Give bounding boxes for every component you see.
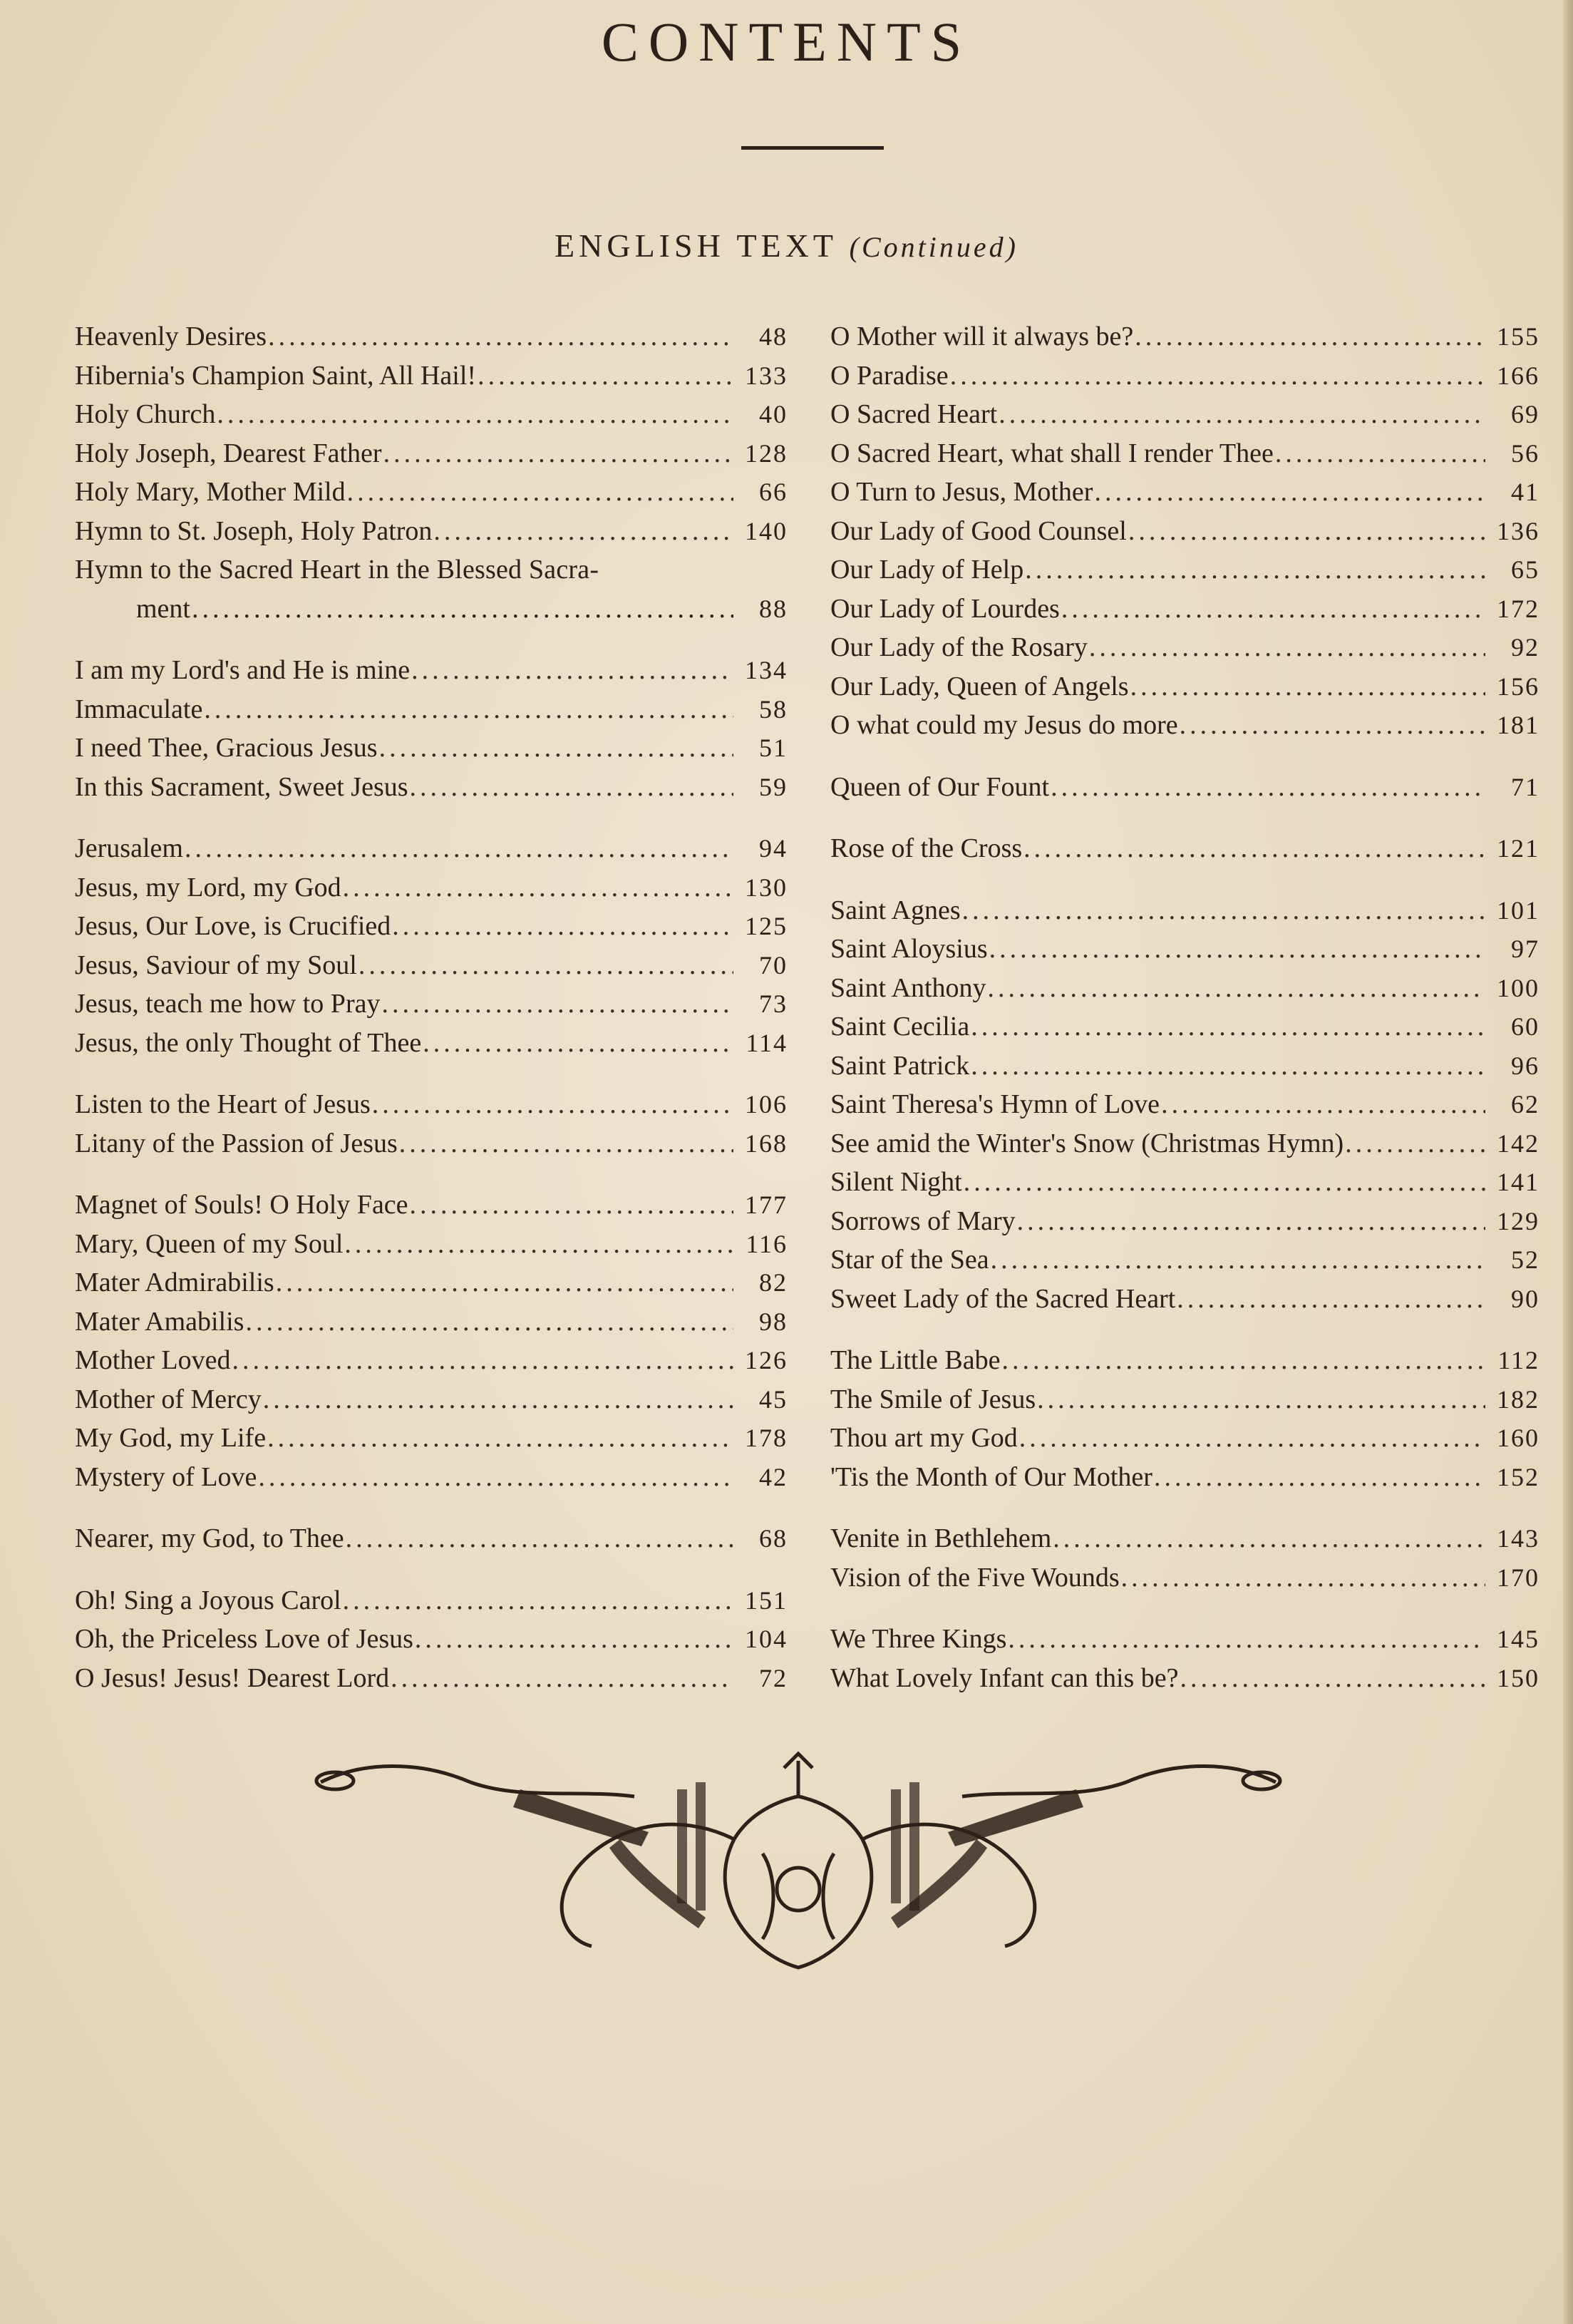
toc-entry-title: Jesus, Saviour of my Soul <box>75 950 357 980</box>
toc-letter-group <box>830 891 1540 1319</box>
leader-dots <box>423 1024 733 1063</box>
toc-entry-page: 130 <box>745 873 788 902</box>
toc-entry-page: 170 <box>1497 1563 1540 1592</box>
leader-dots <box>1094 473 1485 512</box>
leader-dots <box>1025 550 1485 590</box>
toc-entry <box>830 829 1540 868</box>
toc-entry-title: Star of the Sea <box>830 1245 989 1275</box>
toc-entry-page: 116 <box>746 1229 788 1258</box>
toc-entry-title: Hymn to St. Joseph, Holy Patron <box>75 515 433 546</box>
toc-entry-title: Saint Anthony <box>830 972 986 1003</box>
toc-entry-title: Mother of Mercy <box>75 1384 262 1414</box>
toc-entry-page: 142 <box>1497 1128 1540 1158</box>
toc-entry-title: Vision of the Five Wounds <box>830 1562 1120 1593</box>
leader-dots <box>383 434 733 473</box>
toc-entry-page: 182 <box>1497 1384 1540 1414</box>
toc-letter-group <box>75 651 788 806</box>
toc-letter-group <box>830 829 1540 868</box>
toc-entry-title: Immaculate <box>75 694 203 724</box>
leader-dots <box>1017 1202 1485 1241</box>
leader-dots <box>372 1085 733 1124</box>
toc-entry <box>75 1581 788 1620</box>
toc-entry <box>75 1024 788 1063</box>
toc-entry <box>75 1519 788 1558</box>
toc-entry-page: 73 <box>759 989 788 1018</box>
toc-entry-page: 134 <box>745 656 788 684</box>
leader-dots <box>344 1225 733 1264</box>
leader-dots <box>381 984 733 1024</box>
toc-entry <box>75 1085 788 1124</box>
leader-dots <box>950 356 1485 396</box>
toc-entry-page: 101 <box>1497 895 1540 925</box>
leader-dots <box>1023 829 1485 868</box>
toc-entry-page: 68 <box>759 1524 788 1553</box>
toc-entry-title: Saint Patrick <box>830 1050 970 1081</box>
toc-entry-title: I am my Lord's and He is mine <box>75 655 411 685</box>
toc-entry-title: 'Tis the Month of Our Mother <box>830 1461 1152 1492</box>
leader-dots <box>1008 1620 1485 1659</box>
toc-entry-title: Mystery of Love <box>75 1461 257 1492</box>
toc-entry-title: Hymn to the Sacred Heart in the Blessed Sacra- <box>75 555 599 585</box>
toc-letter-group <box>830 1341 1540 1496</box>
leader-dots <box>1154 1458 1485 1497</box>
toc-entry-page: 177 <box>745 1191 788 1219</box>
leader-dots <box>267 1419 733 1458</box>
toc-entry-title: O what could my Jesus do more <box>830 710 1178 740</box>
toc-entry-title: O Paradise <box>830 360 949 391</box>
leader-dots <box>359 946 733 985</box>
toc-entry-title: Our Lady of Lourdes <box>830 593 1060 624</box>
toc-entry-page: 136 <box>1497 516 1540 545</box>
toc-entry-page: 133 <box>745 361 788 390</box>
toc-entry-title: Holy Mary, Mother Mild <box>75 477 346 507</box>
toc-entry-page: 82 <box>759 1268 788 1297</box>
toc-entry <box>830 1124 1540 1163</box>
toc-entry <box>830 356 1540 396</box>
toc-entry-title: Saint Agnes <box>830 895 961 925</box>
toc-entry-page: 98 <box>759 1307 788 1336</box>
toc-entry-title: Saint Aloysius <box>830 934 988 964</box>
toc-entry-title: O Sacred Heart, what shall I render Thee <box>830 438 1274 468</box>
leader-dots <box>245 1302 733 1342</box>
leader-dots <box>999 395 1485 434</box>
toc-entry <box>75 946 788 985</box>
leader-dots <box>478 356 733 396</box>
leader-dots <box>1051 768 1485 807</box>
toc-entry <box>75 829 788 868</box>
title-rule <box>741 146 884 150</box>
section-heading <box>0 227 1573 264</box>
toc-entry <box>830 1007 1540 1047</box>
leader-dots <box>258 1458 733 1497</box>
toc-entry <box>75 395 788 434</box>
page-edge <box>1563 0 1573 2324</box>
toc-entry-title: Magnet of Souls! O Holy Face <box>75 1190 408 1220</box>
toc-entry <box>75 1225 788 1264</box>
toc-letter-group <box>75 1186 788 1496</box>
toc-entry-title: Our Lady of Good Counsel <box>830 515 1127 546</box>
toc-entry-title: Mater Amabilis <box>75 1306 244 1337</box>
toc-entry-page: 121 <box>1497 834 1540 863</box>
toc-entry-page: 59 <box>759 772 788 801</box>
toc-entry <box>75 1419 788 1458</box>
toc-entry-page: 45 <box>759 1384 788 1414</box>
section-title-text: ENGLISH TEXT <box>555 227 837 264</box>
toc-letter-group <box>75 1519 788 1558</box>
toc-entry-page: 181 <box>1497 711 1540 739</box>
leader-dots <box>971 1007 1485 1047</box>
toc-entry-title: Mater Admirabilis <box>75 1268 274 1297</box>
section-continued-text: (Continued) <box>849 231 1018 263</box>
leader-dots <box>276 1263 733 1302</box>
toc-entry-page: 70 <box>759 950 788 980</box>
toc-entry-title: Jesus, my Lord, my God <box>75 872 341 903</box>
toc-entry <box>830 1202 1540 1241</box>
page-title: CONTENTS <box>601 11 972 73</box>
toc-entry <box>75 434 788 473</box>
leader-dots <box>346 1519 733 1558</box>
leader-dots <box>964 1163 1485 1202</box>
toc-entry-page: 56 <box>1511 438 1540 468</box>
toc-entry <box>830 1620 1540 1659</box>
leader-dots <box>1053 1519 1485 1558</box>
toc-entry <box>75 1186 788 1225</box>
floral-tailpiece-ornament-icon <box>306 1682 1290 2060</box>
toc-entry-title: Venite in Bethlehem <box>830 1523 1052 1553</box>
toc-entry-title: O Turn to Jesus, Mother <box>830 477 1093 507</box>
toc-entry-page: 106 <box>745 1090 788 1119</box>
leader-dots <box>263 1380 733 1419</box>
toc-entry <box>75 651 788 690</box>
toc-entry-page: 104 <box>745 1625 788 1653</box>
leader-dots <box>232 1341 733 1380</box>
toc-entry <box>830 706 1540 745</box>
toc-entry-page: 156 <box>1497 672 1540 701</box>
toc-entry <box>75 868 788 908</box>
toc-letter-group <box>830 768 1540 807</box>
toc-entry-title: Queen of Our Fount <box>830 771 1050 802</box>
toc-entry-title-continued: ment <box>136 593 190 624</box>
toc-entry-title: Jesus, Our Love, is Crucified <box>75 911 391 941</box>
toc-entry-page: 128 <box>745 438 788 468</box>
toc-entry-title: What Lovely Infant can this be? <box>830 1662 1179 1693</box>
leader-dots <box>1135 317 1485 356</box>
toc-letter-group <box>830 1519 1540 1597</box>
toc-entry <box>830 969 1540 1008</box>
leader-dots <box>1061 590 1485 629</box>
toc-entry <box>830 891 1540 930</box>
toc-entry-page: 145 <box>1497 1625 1540 1653</box>
toc-entry-wrapped-line2 <box>75 590 788 629</box>
toc-entry <box>830 1163 1540 1202</box>
toc-entry-page: 60 <box>1511 1012 1540 1041</box>
toc-entry-title: Our Lady of the Rosary <box>830 632 1088 662</box>
leader-dots <box>989 930 1485 969</box>
leader-dots <box>1128 512 1485 551</box>
toc-entry <box>75 1263 788 1302</box>
toc-entry-page: 129 <box>1497 1206 1540 1235</box>
leader-dots <box>392 907 733 946</box>
leader-dots <box>1089 628 1485 667</box>
toc-entry-title: The Smile of Jesus <box>830 1384 1036 1414</box>
toc-entry <box>830 1085 1540 1124</box>
toc-entry <box>830 1419 1540 1458</box>
toc-entry-page: 62 <box>1511 1090 1540 1119</box>
toc-letter-group <box>75 1581 788 1698</box>
toc-entry-title: Jesus, the only Thought of Thee <box>75 1027 422 1058</box>
toc-entry <box>830 1519 1540 1558</box>
toc-entry-page: 143 <box>1497 1524 1540 1553</box>
toc-entry-title: Our Lady, Queen of Angels <box>830 671 1129 701</box>
toc-entry-page: 51 <box>759 734 788 762</box>
toc-entry-page: 112 <box>1497 1346 1540 1374</box>
leader-dots <box>1121 1558 1485 1598</box>
leader-dots <box>433 512 733 551</box>
contents-right-column <box>830 317 1540 1720</box>
toc-entry-page: 96 <box>1511 1051 1540 1080</box>
leader-dots <box>399 1124 733 1163</box>
toc-entry-page: 100 <box>1497 973 1540 1002</box>
toc-entry-title: Nearer, my God, to Thee <box>75 1523 344 1553</box>
toc-entry-title: Holy Church <box>75 399 216 429</box>
toc-entry-page: 178 <box>745 1424 788 1452</box>
leader-dots <box>1177 1280 1485 1319</box>
leader-dots <box>1001 1341 1485 1380</box>
toc-entry-title: My God, my Life <box>75 1423 267 1453</box>
toc-entry <box>830 473 1540 512</box>
toc-letter-group <box>75 829 788 1062</box>
toc-entry-title: Oh, the Priceless Love of Jesus <box>75 1624 413 1654</box>
toc-entry <box>830 1047 1540 1086</box>
toc-entry <box>830 1458 1540 1497</box>
toc-entry-title: O Sacred Heart <box>830 399 998 429</box>
toc-entry-page: 168 <box>745 1128 788 1158</box>
toc-entry-page: 69 <box>1511 400 1540 428</box>
toc-entry-title: Our Lady of Help <box>830 555 1024 585</box>
toc-entry <box>830 550 1540 590</box>
toc-entry <box>830 768 1540 807</box>
toc-entry-page: 150 <box>1497 1663 1540 1692</box>
toc-entry-title: I need Thee, Gracious Jesus <box>75 733 378 763</box>
toc-entry <box>75 907 788 946</box>
leader-dots <box>410 768 733 807</box>
toc-entry-page: 151 <box>745 1585 788 1615</box>
toc-letter-group <box>75 317 788 628</box>
toc-entry <box>75 1302 788 1342</box>
toc-entry-title: Silent Night <box>830 1167 962 1197</box>
toc-entry-wrapped-line1 <box>75 550 788 590</box>
toc-entry-title: O Mother will it always be? <box>830 322 1134 351</box>
toc-entry <box>75 1620 788 1659</box>
leader-dots <box>962 891 1485 930</box>
leader-dots <box>343 868 733 908</box>
toc-entry <box>830 667 1540 706</box>
toc-entry-page: 52 <box>1511 1245 1540 1274</box>
leader-dots <box>415 1620 733 1659</box>
leader-dots <box>185 829 733 868</box>
toc-entry-title: Listen to the Heart of Jesus <box>75 1089 371 1119</box>
leader-dots <box>343 1581 733 1620</box>
toc-entry <box>75 768 788 807</box>
contents-left-column <box>75 317 788 1720</box>
toc-entry-page: 155 <box>1497 322 1540 351</box>
toc-letter-group <box>75 1085 788 1163</box>
toc-entry-page: 65 <box>1511 555 1540 584</box>
leader-dots <box>1275 434 1485 473</box>
toc-entry <box>75 1458 788 1497</box>
toc-entry-page: 41 <box>1511 478 1540 506</box>
leader-dots <box>411 651 733 690</box>
toc-entry-title: O Jesus! Jesus! Dearest Lord <box>75 1662 390 1693</box>
toc-entry <box>830 930 1540 969</box>
toc-entry-page: 166 <box>1497 361 1540 390</box>
toc-entry-page: 140 <box>745 516 788 545</box>
toc-entry-page: 172 <box>1497 594 1540 623</box>
toc-entry <box>75 473 788 512</box>
toc-entry-page: 58 <box>759 694 788 724</box>
toc-entry-page: 40 <box>759 400 788 428</box>
toc-entry-title: We Three Kings <box>830 1624 1007 1654</box>
toc-entry-page: 141 <box>1497 1168 1540 1196</box>
leader-dots <box>971 1047 1485 1086</box>
leader-dots <box>379 729 733 768</box>
toc-entry-page: 114 <box>746 1028 788 1057</box>
toc-entry-page: 48 <box>759 322 788 351</box>
toc-entry-page: 72 <box>759 1663 788 1692</box>
toc-entry <box>830 1558 1540 1598</box>
leader-dots <box>217 395 733 434</box>
toc-entry-page: 97 <box>1511 935 1540 963</box>
toc-entry-title: Oh! Sing a Joyous Carol <box>75 1585 341 1615</box>
toc-entry <box>830 1341 1540 1380</box>
toc-entry <box>830 317 1540 356</box>
toc-entry <box>75 1380 788 1419</box>
toc-entry-page: 152 <box>1497 1462 1540 1491</box>
toc-entry-title: Hibernia's Champion Saint, All Hail! <box>75 360 477 391</box>
toc-entry <box>830 590 1540 629</box>
toc-entry <box>75 512 788 551</box>
toc-entry <box>830 1240 1540 1280</box>
toc-entry-page: 94 <box>759 834 788 863</box>
leader-dots <box>1161 1085 1485 1124</box>
toc-entry-page: 88 <box>759 594 788 623</box>
toc-entry-page: 42 <box>759 1462 788 1491</box>
toc-entry <box>830 512 1540 551</box>
toc-entry <box>830 434 1540 473</box>
toc-entry-title: The Little Babe <box>830 1345 1001 1375</box>
leader-dots <box>1019 1419 1485 1458</box>
leader-dots <box>991 1240 1485 1280</box>
toc-entry-title: Mother Loved <box>75 1345 231 1375</box>
toc-entry <box>830 1280 1540 1319</box>
toc-entry-page: 90 <box>1511 1284 1540 1313</box>
toc-entry-title: In this Sacrament, Sweet Jesus <box>75 771 408 802</box>
toc-entry-page: 126 <box>745 1346 788 1374</box>
toc-entry-title: Heavenly Desires <box>75 322 267 351</box>
toc-entry-title: Litany of the Passion of Jesus <box>75 1128 398 1158</box>
toc-entry-page: 125 <box>745 912 788 940</box>
toc-entry <box>75 690 788 729</box>
toc-entry-title: Holy Joseph, Dearest Father <box>75 438 382 468</box>
toc-entry <box>75 984 788 1024</box>
toc-entry <box>75 1124 788 1163</box>
toc-entry <box>830 628 1540 667</box>
toc-entry-title: Sweet Lady of the Sacred Heart <box>830 1283 1176 1314</box>
toc-entry-title: Thou art my God <box>830 1423 1018 1453</box>
leader-dots <box>192 590 733 629</box>
toc-entry <box>75 1341 788 1380</box>
toc-entry-page: 71 <box>1511 772 1540 801</box>
toc-entry-page: 160 <box>1497 1424 1540 1452</box>
leader-dots <box>268 317 733 356</box>
toc-entry-title: See amid the Winter's Snow (Christmas Hymn) <box>830 1128 1344 1158</box>
toc-entry-title: Jerusalem <box>75 833 183 863</box>
leader-dots <box>347 473 733 512</box>
toc-entry-page: 92 <box>1511 633 1540 662</box>
leader-dots <box>1345 1124 1485 1163</box>
leader-dots <box>988 969 1485 1008</box>
toc-entry-title: Rose of the Cross <box>830 833 1023 863</box>
toc-entry <box>75 356 788 396</box>
leader-dots <box>1180 706 1485 745</box>
leader-dots <box>1130 667 1485 706</box>
leader-dots <box>1037 1380 1485 1419</box>
toc-entry-title: Jesus, teach me how to Pray <box>75 989 381 1019</box>
toc-entry-page: 66 <box>759 478 788 506</box>
leader-dots <box>204 690 733 729</box>
toc-entry <box>830 395 1540 434</box>
toc-entry-title: Mary, Queen of my Soul <box>75 1228 344 1259</box>
toc-entry-title: Saint Cecilia <box>830 1012 970 1042</box>
toc-entry <box>75 729 788 768</box>
toc-entry <box>75 317 788 356</box>
leader-dots <box>410 1186 733 1225</box>
toc-entry-title: Sorrows of Mary <box>830 1205 1016 1236</box>
toc-entry <box>830 1380 1540 1419</box>
toc-letter-group <box>830 317 1540 745</box>
toc-entry-title: Saint Theresa's Hymn of Love <box>830 1089 1160 1119</box>
